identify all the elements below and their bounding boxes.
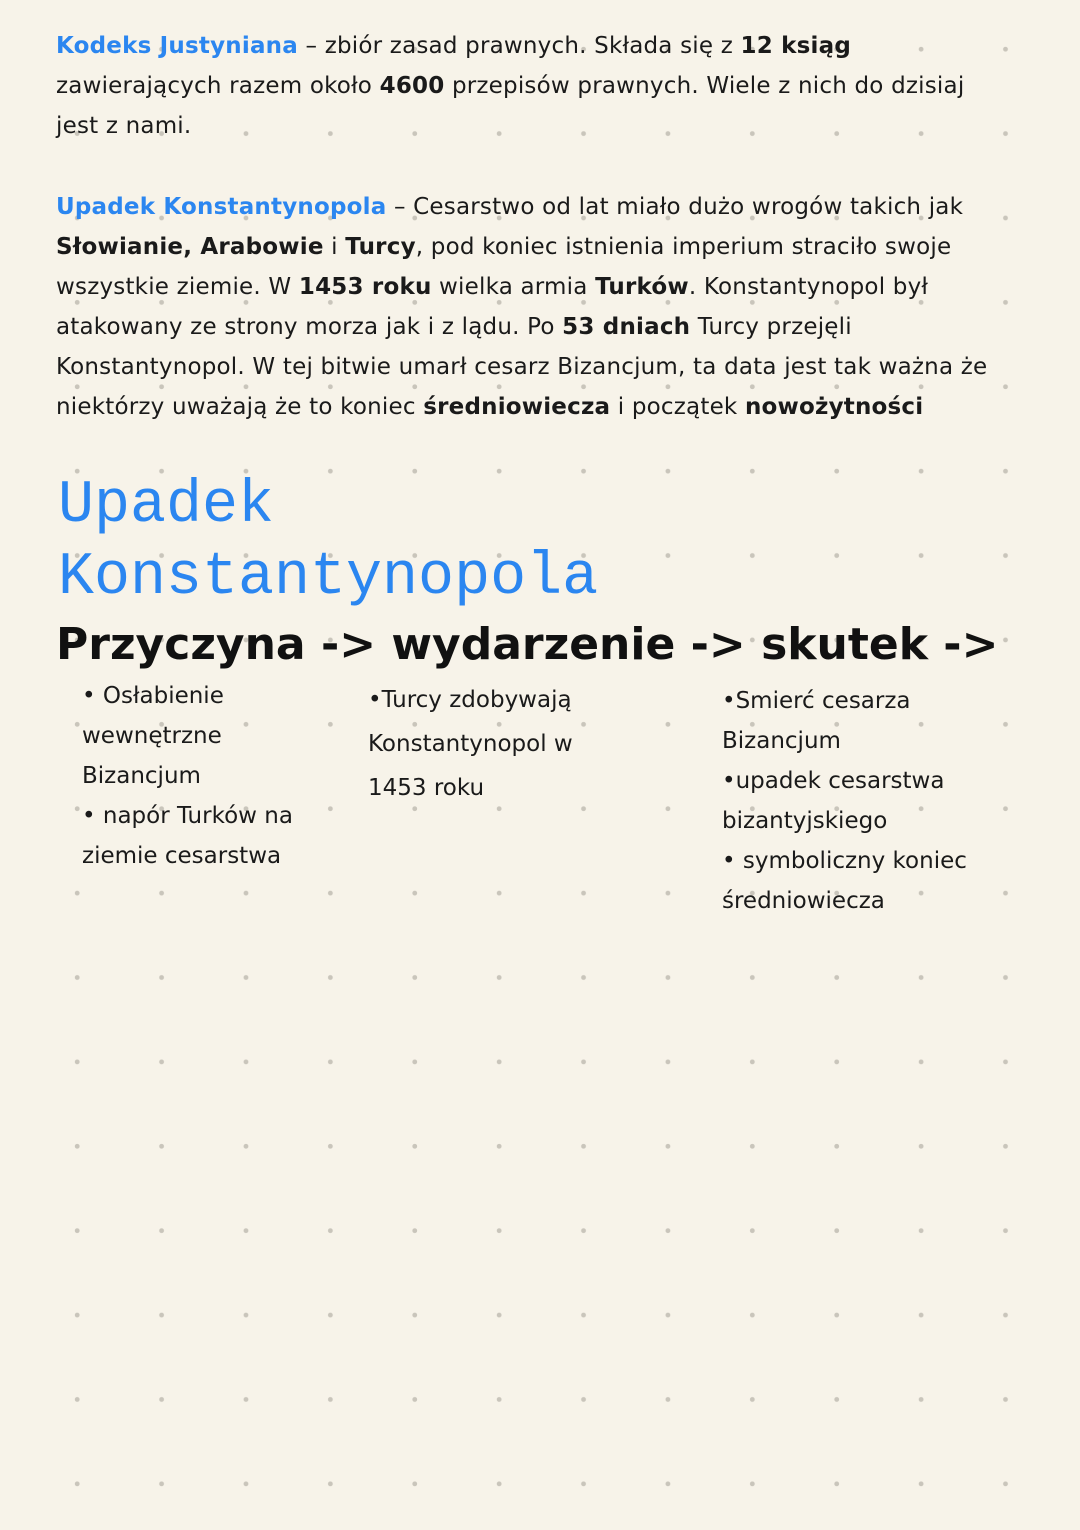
- bold-fragment: 1453 roku: [298, 274, 432, 300]
- cause-event-effect-header: Przyczyna -> wydarzenie -> skutek ->: [56, 619, 999, 670]
- section-heading: [58, 470, 858, 614]
- cause-line: ziemie cesarstwa: [82, 843, 282, 869]
- heading-line-2: Konstantynopola: [58, 544, 599, 612]
- text-fragment: i: [323, 234, 346, 260]
- cause-line: wewnętrzne: [82, 723, 222, 749]
- effect-line: • symboliczny koniec: [722, 848, 967, 874]
- cause-line: Bizancjum: [82, 763, 201, 789]
- cause-line: • Osłabienie: [82, 683, 224, 709]
- event-line: Konstantynopol w: [368, 731, 573, 757]
- text-fragment: zawierających razem około: [56, 73, 380, 99]
- bold-fragment: średniowiecza: [423, 394, 611, 420]
- text-fragment: i początek: [610, 394, 745, 420]
- text-fragment: Turcy przejęli Konstantynopol. W tej bitwie umarł cesarz Bizancjum, ta data jest tak ważna że niektórzy uważają że to koniec: [56, 314, 988, 420]
- text-fragment: – Cesarstwo od lat miało dużo wrogów takich jak: [386, 194, 964, 220]
- event-column: [368, 678, 658, 810]
- cause-column: [82, 676, 342, 876]
- event-line: •Turcy zdobywają: [368, 687, 572, 713]
- bold-fragment: Słowianie, Arabowie: [56, 234, 324, 260]
- bold-fragment: Turcy: [345, 234, 416, 260]
- cause-line: • napór Turków na: [82, 803, 293, 829]
- effect-line: •upadek cesarstwa: [722, 768, 945, 794]
- bold-fragment: nowożytności: [744, 394, 924, 420]
- effect-column: [722, 681, 1022, 921]
- text-fragment: . Konstantynopol był atakowany ze strony morza jak i z lądu. Po: [56, 274, 929, 340]
- text-fragment: – zbiór zasad prawnych. Składa się z: [297, 33, 741, 59]
- fall-of-constantinople-paragraph: [56, 187, 996, 427]
- bold-fragment: Turków: [595, 274, 689, 300]
- justinian-code-paragraph: [56, 26, 996, 146]
- fall-term: Upadek Konstantynopola: [56, 194, 387, 220]
- text-fragment: przepisów prawnych. Wiele z nich do dzisiaj jest z nami.: [56, 73, 965, 139]
- effect-line: •Smierć cesarza: [722, 688, 911, 714]
- effect-line: Bizancjum: [722, 728, 841, 754]
- heading-line-1: Upadek: [58, 472, 275, 540]
- effect-line: bizantyjskiego: [722, 808, 888, 834]
- text-fragment: wielka armia: [431, 274, 596, 300]
- justinian-code-term: Kodeks Justyniana: [56, 33, 298, 59]
- event-line: 1453 roku: [368, 775, 485, 801]
- bold-fragment: 53 dniach: [562, 314, 691, 340]
- bold-fragment: 12 ksiąg: [740, 33, 851, 59]
- bold-fragment: 4600: [379, 73, 445, 99]
- text-fragment: , pod koniec istnienia imperium straciło swoje wszystkie ziemie. W: [56, 234, 952, 300]
- effect-line: średniowiecza: [722, 888, 885, 914]
